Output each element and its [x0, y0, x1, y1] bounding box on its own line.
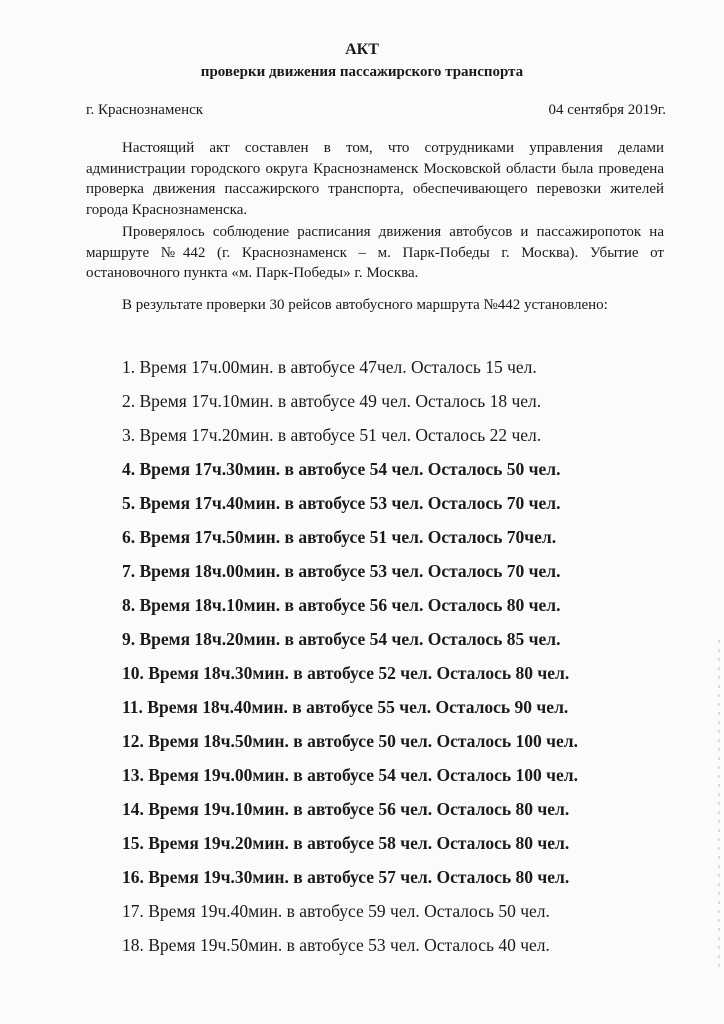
- scan-edge-mark: [718, 640, 720, 970]
- trip-list-item: 13. Время 19ч.00мин. в автобусе 54 чел. Осталось 100 чел.: [122, 765, 578, 785]
- document-date: 04 сентября 2019г.: [548, 102, 666, 118]
- trip-list-item: 1. Время 17ч.00мин. в автобусе 47чел. Осталось 15 чел.: [122, 357, 537, 377]
- trip-list-item: 7. Время 18ч.00мин. в автобусе 53 чел. Осталось 70 чел.: [122, 561, 561, 581]
- trip-list-item: 11. Время 18ч.40мин. в автобусе 55 чел. Осталось 90 чел.: [122, 697, 569, 717]
- paragraph-result: В результате проверки 30 рейсов автобусного маршрута №442 установлено:: [122, 297, 608, 313]
- trip-list-item: 8. Время 18ч.10мин. в автобусе 56 чел. Осталось 80 чел.: [122, 595, 561, 615]
- trip-list-item: 14. Время 19ч.10мин. в автобусе 56 чел. Осталось 80 чел.: [122, 799, 570, 819]
- document-subtitle: проверки движения пассажирского транспорта: [200, 64, 524, 80]
- trip-list-item: 10. Время 18ч.30мин. в автобусе 52 чел. Осталось 80 чел.: [122, 663, 570, 683]
- trip-list: [122, 354, 682, 966]
- trip-list-item: 4. Время 17ч.30мин. в автобусе 54 чел. Осталось 50 чел.: [122, 459, 561, 479]
- trip-list-item: 16. Время 19ч.30мин. в автобусе 57 чел. Осталось 80 чел.: [122, 867, 570, 887]
- document-title: АКТ: [345, 41, 379, 58]
- trip-list-item: 12. Время 18ч.50мин. в автобусе 50 чел. Осталось 100 чел.: [122, 731, 578, 751]
- trip-list-item: 15. Время 19ч.20мин. в автобусе 58 чел. Осталось 80 чел.: [122, 833, 570, 853]
- trip-list-item: 5. Время 17ч.40мин. в автобусе 53 чел. Осталось 70 чел.: [122, 493, 561, 513]
- trip-list-item: 3. Время 17ч.20мин. в автобусе 51 чел. Осталось 22 чел.: [122, 425, 542, 445]
- trip-list-item: 6. Время 17ч.50мин. в автобусе 51 чел. Осталось 70чел.: [122, 527, 557, 547]
- trip-list-item: 9. Время 18ч.20мин. в автобусе 54 чел. Осталось 85 чел.: [122, 629, 561, 649]
- document-place: г. Краснознаменск: [86, 102, 204, 118]
- paragraph-route: Проверялось соблюдение расписания движения автобусов и пассажиропоток на маршруте №442 (г. Краснознаменск – м. Парк-Победы г. Москва). Убытие от остановочного пункта «м. Парк-Победы» г. Москва.: [86, 224, 664, 281]
- trip-list-item: 2. Время 17ч.10мин. в автобусе 49 чел. Осталось 18 чел.: [122, 391, 542, 411]
- paragraph-intro: Настоящий акт составлен в том, что сотрудниками управления делами администрации городского округа Краснознаменск Московской области была проведена проверка движения пассажирского транспорта, обеспечивающего перевозки жителей города Краснознаменска.: [86, 140, 664, 218]
- trip-list-item: 18. Время 19ч.50мин. в автобусе 53 чел. Осталось 40 чел.: [122, 935, 550, 955]
- trip-list-item: 17. Время 19ч.40мин. в автобусе 59 чел. Осталось 50 чел.: [122, 901, 550, 921]
